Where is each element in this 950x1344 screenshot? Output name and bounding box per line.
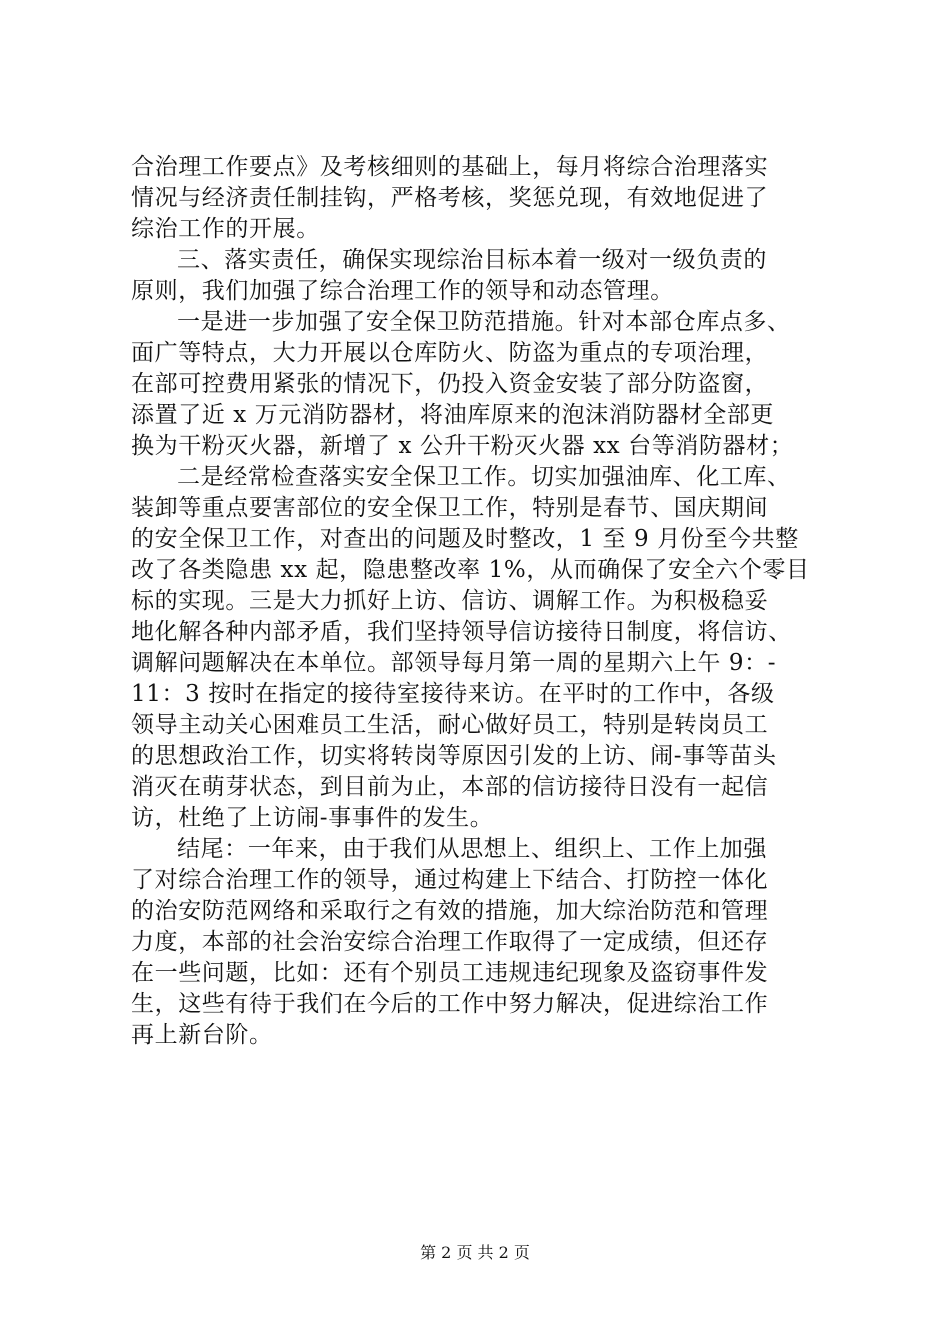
text-line: 装卸等重点要害部位的安全保卫工作，特别是春节、国庆期间 [131,495,769,521]
text-line: 面广等特点，大力开展以仓库防火、防盗为重点的专项治理， [131,340,769,366]
text-line: 改了各类隐患 xx 起，隐患整改率 1%，从而确保了安全六个零目 [131,557,810,583]
text-line: 合治理工作要点》及考核细则的基础上，每月将综合治理落实 [131,154,769,180]
paragraph-start-line: 结尾：一年来，由于我们从思想上、组织上、工作上加强 [177,836,767,862]
text-line: 调解问题解决在本单位。部领导每月第一周的星期六上午 9：- [131,650,777,676]
text-line: 地化解各种内部矛盾，我们坚持领导信访接待日制度，将信访、 [131,619,792,645]
text-line: 在部可控费用紧张的情况下，仍投入资金安装了部分防盗窗， [131,371,769,397]
text-line: 的治安防范网络和采取行之有效的措施，加大综治防范和管理 [131,898,769,924]
text-line: 访，杜绝了上访闹-事事件的发生。 [131,805,494,831]
text-line: 再上新台阶。 [131,1022,273,1048]
paragraph-start-line: 二是经常检查落实安全保卫工作。切实加强油库、化工库、 [177,464,791,490]
text-line: 领导主动关心困难员工生活，耐心做好员工，特别是转岗员工 [131,712,769,738]
text-line: 综治工作的开展。 [131,216,320,242]
text-line: 原则，我们加强了综合治理工作的领导和动态管理。 [131,278,674,304]
body-text [131,152,831,1051]
page-number-label: 第 2 页 共 2 页 [420,1243,530,1262]
text-line: 生，这些有待于我们在今后的工作中努力解决，促进综治工作 [131,991,769,1017]
text-line: 添置了近 x 万元消防器材，将油库原来的泡沫消防器材全部更 [131,402,774,428]
text-line: 11：3 按时在指定的接待室接待来访。在平时的工作中，各级 [131,681,775,707]
text-line: 情况与经济责任制挂钩，严格考核，奖惩兑现，有效地促进了 [131,185,769,211]
text-line: 力度，本部的社会治安综合治理工作取得了一定成绩，但还存 [131,929,769,955]
page-footer [0,1243,950,1263]
text-line: 的安全保卫工作，对查出的问题及时整改，1 至 9 月份至今共整 [131,526,799,552]
text-line: 的思想政治工作，切实将转岗等原因引发的上访、闹-事等苗头 [131,743,777,769]
paragraph-start-line: 一是进一步加强了安全保卫防范措施。针对本部仓库点多、 [177,309,791,335]
text-line: 了对综合治理工作的领导，通过构建上下结合、打防控一体化 [131,867,769,893]
paragraph-start-line: 三、落实责任，确保实现综治目标本着一级对一级负责的 [177,247,767,273]
text-line: 在一些问题，比如：还有个别员工违规违纪现象及盗窃事件发 [131,960,769,986]
text-line: 换为干粉灭火器，新增了 x 公升干粉灭火器 xx 台等消防器材； [131,433,794,459]
text-line: 消灭在萌芽状态，到目前为止，本部的信访接待日没有一起信 [131,774,769,800]
text-line: 标的实现。三是大力抓好上访、信访、调解工作。为积极稳妥 [131,588,769,614]
